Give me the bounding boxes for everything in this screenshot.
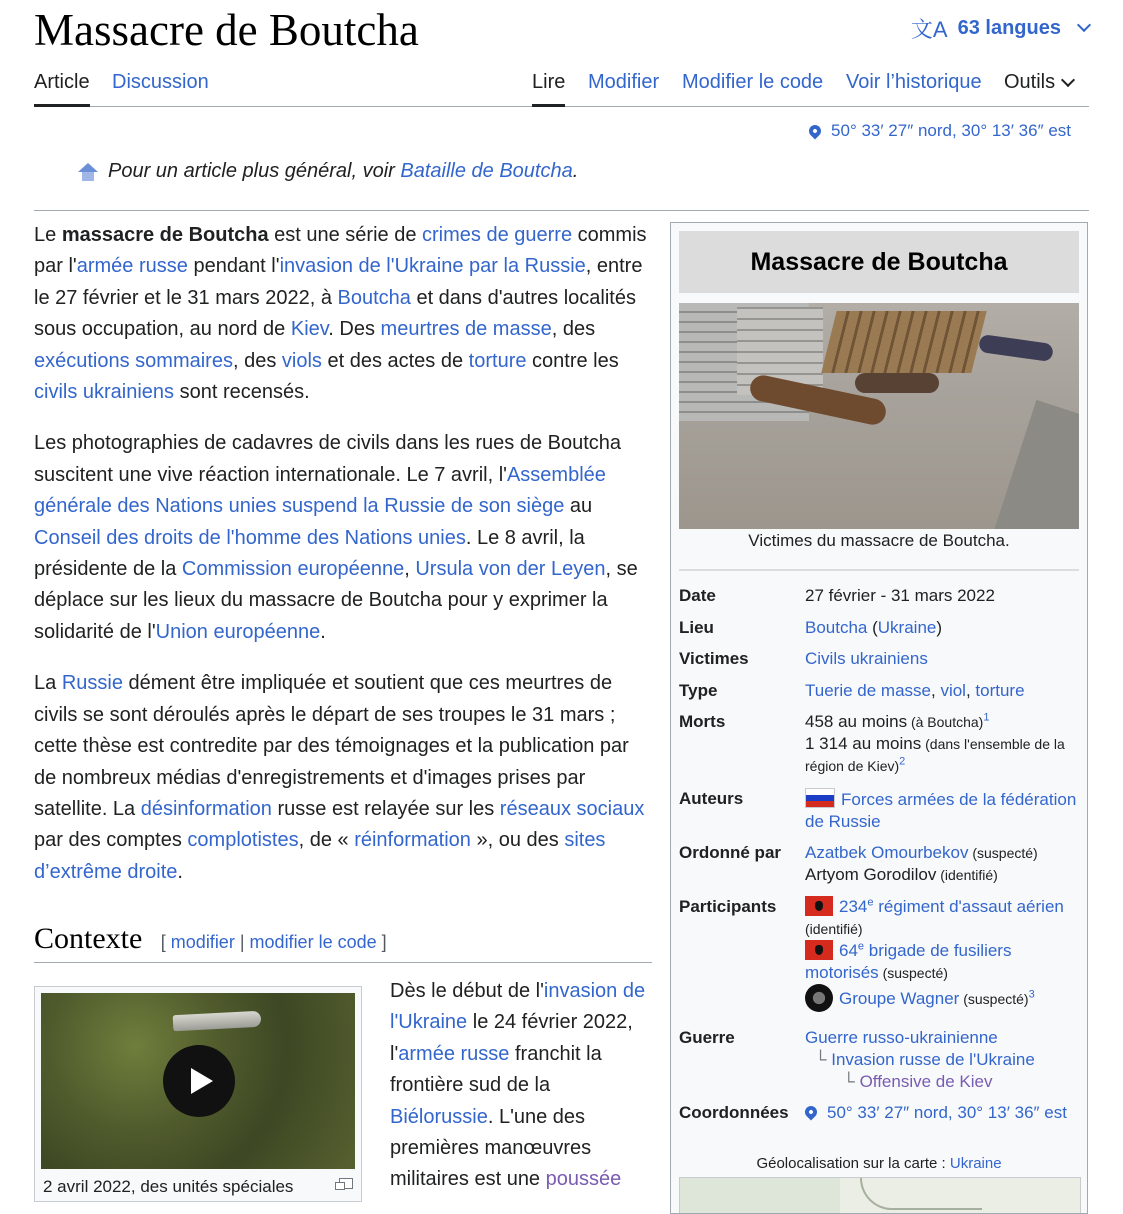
intro-paragraph-3: La Russie dément être impliquée et soutient que ces meurtres de civils se sont déroulés après le départ de ses troupes le 31 mars ; cette thèse est contredite par des témoignages et la publication par de nombreux médias d'enregistrements et d'images prises par satellite. La désinformation russe est relayée sur les réseaux sociaux par des comptes complotistes, de « réinformation », ou des sites d’extrême droite. (34, 672, 645, 883)
link-commission-europeenne[interactable]: Commission européenne (181, 558, 405, 581)
tree-connector: └ (805, 1050, 832, 1069)
link-torture-infobox[interactable]: torture (975, 681, 1025, 700)
map-caption: Géolocalisation sur la carte : Ukraine (756, 1155, 1002, 1172)
link-von-der-leyen[interactable]: Ursula von der Leyen (415, 558, 606, 581)
link-omourbekov[interactable]: Azatbek Omourbekov (805, 843, 969, 862)
link-tuerie[interactable]: Tuerie de masse (805, 681, 931, 700)
map-pin-icon (803, 1104, 820, 1121)
main-article-icon (78, 163, 98, 181)
infobox: Massacre de Boutcha Victimes du massacre de Boutcha. Date 27 février - 31 mars 2022 Lieu Boutcha (Ukraine) Victimes Civils ukrainiens Type Tuerie de masse, viol, torture Morts 458 au moins (à Boutcha)$^1$ 1 314 au moins (dans l'ensemble de la région de Kiev)$^2$ Auteurs Forces armées de la fédération de Russie Ordonné par Azatbek Omourbekov (suspecté) Artyom Gorodilov (identifié) Participants 234e régiment d'assaut aérien (identifié) 64e brigade de fusiliers motorisés (suspecté) Groupe Wagner (suspecté)$^3$ Guerre Guerre russo-ukrainienne └ Invasion russe de l'Ukraine └ Offensive de Kiev Coordonnées 50° 33′ 27″ nord, 30° 13′ 36″ est Géolocalisation sur la carte : Ukraine (670, 222, 1088, 1214)
link-conseil-droits-homme[interactable]: Conseil des droits de l'homme des Nations unies (34, 526, 466, 549)
link-armee-russe-2[interactable]: armée russe (398, 1042, 510, 1065)
russia-flag-icon (805, 788, 835, 808)
tab-historique[interactable]: Voir l’historique (846, 71, 982, 93)
link-crimes-de-guerre[interactable]: crimes de guerre (422, 224, 573, 246)
link-234-regiment[interactable]: 234e régiment d'assaut aérien (839, 896, 1064, 916)
divider (34, 210, 1089, 211)
link-reinformation[interactable]: réinformation (354, 829, 471, 852)
page-title: Massacre de Boutcha (34, 5, 419, 55)
tab-lire[interactable]: Lire (532, 71, 566, 93)
ref-2[interactable]: 2 (899, 755, 906, 768)
video-frame[interactable] (41, 993, 355, 1169)
tab-modifier-code[interactable]: Modifier le code (682, 71, 824, 93)
coordinates-text: 50° 33′ 27″ nord, 30° 13′ 36″ est (831, 121, 1071, 140)
link-invasion[interactable]: invasion de l'Ukraine par la Russie (279, 255, 586, 278)
hatnote-text: Pour un article plus général, voir Bataille de Boutcha. (108, 160, 579, 182)
link-64-brigade[interactable]: 64e brigade de fusiliers motorisés (805, 940, 1012, 982)
link-desinformation[interactable]: désinformation (140, 797, 272, 820)
link-reseaux-sociaux[interactable]: réseaux sociaux (499, 797, 645, 820)
hatnote-link[interactable]: Bataille de Boutcha (400, 160, 573, 182)
link-union-europeenne[interactable]: Union européenne (155, 620, 321, 643)
link-sites-extreme-droite[interactable]: sites d’extrême droite (34, 829, 606, 883)
link-map-ukraine[interactable]: Ukraine (949, 1155, 1002, 1172)
link-bielorussie[interactable]: Biélorussie (390, 1105, 488, 1128)
tab-article[interactable]: Article (34, 71, 90, 93)
link-civils-ukrainiens[interactable]: civils ukrainiens (34, 381, 175, 404)
section-edit-link[interactable]: modifier (170, 932, 235, 952)
link-complotistes[interactable]: complotistes (187, 829, 299, 852)
link-russie[interactable]: Russie (61, 672, 123, 695)
link-meurtres-de-masse[interactable]: meurtres de masse (380, 318, 552, 341)
tree-connector: └ (805, 1072, 860, 1091)
chevron-down-icon (1061, 72, 1075, 86)
shell-image (173, 1011, 262, 1032)
ref-3[interactable]: 3 (1028, 988, 1035, 1001)
bold-term: massacre de Boutcha (61, 224, 269, 246)
link-assemblee-generale[interactable]: Assemblée générale des Nations unies suspend la Russie de son siège (34, 463, 606, 518)
regiment-flag-icon (805, 896, 833, 916)
ref-1[interactable]: 1 (983, 711, 990, 724)
thumbnail-caption: 2 avril 2022, des unités spéciales (43, 1177, 294, 1196)
link-armee-russe[interactable]: armée russe (76, 255, 188, 278)
brigade-flag-icon (805, 940, 833, 960)
link-invasion-russe[interactable]: Invasion russe de l'Ukraine (831, 1050, 1035, 1069)
language-count: 63 langues (957, 16, 1061, 39)
link-poussee[interactable]: poussée (545, 1168, 622, 1191)
coordinates-link[interactable] (809, 121, 1071, 141)
section-title: Contexte (34, 922, 143, 955)
hatnote (78, 160, 578, 183)
link-wagner[interactable]: Groupe Wagner (839, 989, 960, 1008)
link-guerre-russo-ukrainienne[interactable]: Guerre russo-ukrainienne (805, 1028, 998, 1047)
divider (679, 569, 1079, 571)
play-icon (191, 1068, 213, 1094)
link-invasion-ukraine[interactable]: invasion de l'Ukraine (390, 980, 646, 1034)
tab-discussion[interactable]: Discussion (112, 71, 209, 93)
link-coordonnees[interactable]: 50° 33′ 27″ nord, 30° 13′ 36″ est (827, 1103, 1067, 1122)
link-executions-sommaires[interactable]: exécutions sommaires (34, 349, 233, 372)
contexte-paragraph: Dès le début de l'invasion de l'Ukraine le 24 février 2022, l'armée russe franchit la frontière sud de la Biélorussie. L'une des premières manœuvres militaires est une poussée (390, 980, 646, 1191)
infobox-title: Massacre de Boutcha (679, 231, 1079, 293)
map-pin-icon (807, 123, 824, 140)
intro-paragraph-2: Les photographies de cadavres de civils dans les rues de Boutcha suscitent une vive réaction internationale. Le 7 avril, l'Assemblée générale des Nations unies suspend la Russie de son siège au Conseil des droits de l'homme des Nations unies. Le 8 avril, la présidente de la Commission européenne, Ursula von der Leyen, se déplace sur les lieux du massacre de Boutcha pour y exprimer la solidarité de l'Union européenne. (34, 432, 638, 643)
location-map[interactable] (679, 1177, 1081, 1214)
link-torture[interactable]: torture (468, 349, 527, 372)
link-forces-armees[interactable]: Forces armées de la fédération de Russie (805, 790, 1077, 831)
article-body (34, 220, 652, 908)
language-selector-button[interactable] (911, 10, 1089, 46)
link-kiev[interactable]: Kiev (290, 318, 329, 341)
chevron-down-icon (1077, 18, 1091, 32)
infobox-image-caption: Victimes du massacre de Boutcha. (748, 531, 1010, 550)
video-thumbnail (34, 986, 362, 1202)
page-tabs (34, 62, 1089, 107)
wagner-logo-icon (805, 984, 833, 1012)
link-boutcha[interactable]: Boutcha (337, 286, 411, 309)
enlarge-icon[interactable] (339, 1178, 353, 1189)
tools-menu-button[interactable] (1004, 71, 1073, 94)
tools-label: Outils (1004, 71, 1056, 93)
play-button[interactable] (163, 1045, 235, 1117)
translate-icon: 文A (910, 16, 948, 42)
link-ukraine-infobox[interactable]: Ukraine (877, 618, 937, 637)
link-viol[interactable]: viol (940, 681, 966, 700)
link-boutcha-infobox[interactable]: Boutcha (805, 618, 868, 637)
link-offensive-kiev[interactable]: Offensive de Kiev (859, 1072, 993, 1091)
infobox-image[interactable] (679, 303, 1079, 529)
section-heading-contexte (34, 922, 652, 963)
intro-paragraph-1: Le massacre de Boutcha est une série de crimes de guerre commis par l'armée russe pendant l'invasion de l'Ukraine par la Russie, entre le 27 février et le 31 mars 2022, à Boutcha et dans d'autres localités sous occupation, au nord de Kiev. Des meurtres de masse, des exécutions sommaires, des viols et des actes de torture contre les civils ukrainiens sont recensés. (34, 224, 647, 404)
link-viols[interactable]: viols (281, 349, 322, 372)
section-edit-links: [ modifier | modifier le code ] (160, 932, 387, 952)
tab-modifier[interactable]: Modifier (588, 71, 660, 93)
section-edit-code-link[interactable]: modifier le code (249, 932, 377, 952)
link-civils-infobox[interactable]: Civils ukrainiens (805, 649, 928, 668)
